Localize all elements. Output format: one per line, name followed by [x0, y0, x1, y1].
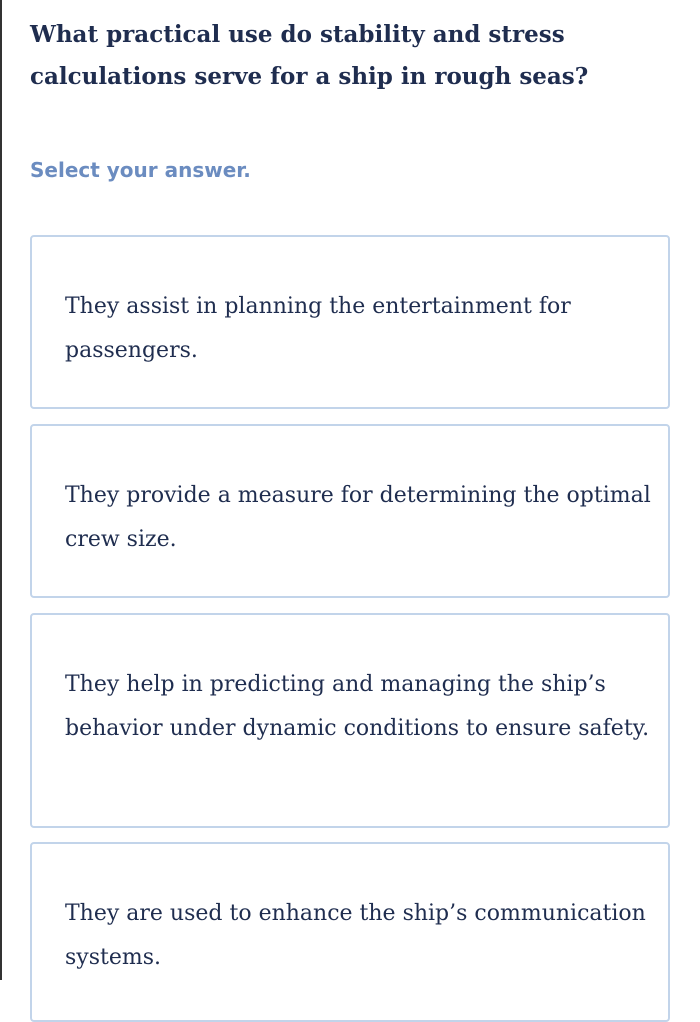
question-text: What practical use do stability and stress calculations serve for a ship in rough seas?	[30, 21, 589, 90]
option-text: They help in predicting and managing the ship’s behavior under dynamic conditions to ensure safety.	[65, 672, 650, 741]
option-text: They assist in planning the entertainment for passengers.	[65, 294, 571, 363]
answer-option-4[interactable]	[30, 842, 670, 1022]
answer-option-2[interactable]	[30, 424, 670, 598]
answer-option-3[interactable]	[30, 613, 670, 828]
option-text: They provide a measure for determining the optimal crew size.	[65, 483, 651, 552]
answer-option-1[interactable]	[30, 235, 670, 409]
option-text: They are used to enhance the ship’s communication systems.	[65, 901, 646, 970]
instruction-label: Select your answer.	[30, 158, 251, 182]
